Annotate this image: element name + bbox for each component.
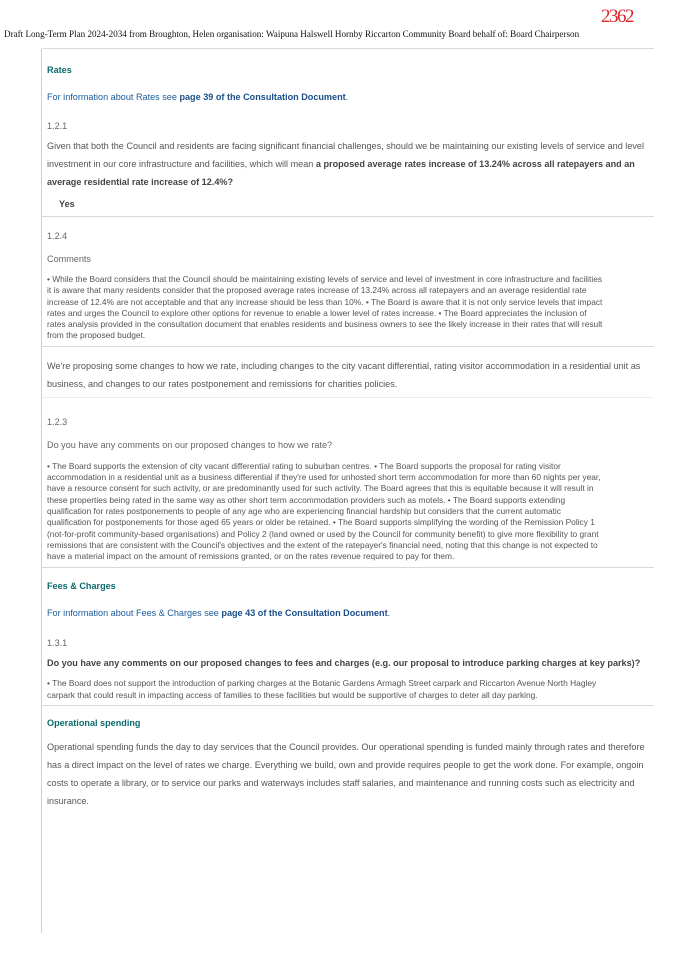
consultation-link-fees[interactable]: page 43 of the Consultation Document (221, 608, 388, 619)
question-1-3-1: Do you have any comments on our proposed changes to fees and charges (e.g. our proposal to introduce parking charges at key parks)? (47, 658, 641, 669)
page-number: 2362 (601, 6, 633, 27)
section-title-rates: Rates (47, 65, 72, 75)
comment-1-3-1: • The Board does not support the introduction of parking charges at the Botanic Gardens Armagh Street carpark and Riccarton Avenue North Hagley carpark that could result in impacting access of families to these facilities but would be supportive of charges to deter all day parking. (47, 678, 597, 700)
question-1-2-3-section (42, 417, 654, 563)
rates-section (42, 65, 654, 209)
section-title-fees: Fees & Charges (47, 581, 116, 592)
operational-text: Operational spending funds the day to day services that the Council provides. Our operational spending is funded mainly through rates and therefore has a direct impact on the level of rates we charge. Everything we build, own and provide requires people to get the work done. For example, ongoin costs to operate a library, or to service our parks and waterways includes staff salaries, and maintenance and running costs such as electricity and insurance. (47, 742, 645, 807)
question-1-2-3: Do you have any comments on our proposed changes to how we rate? (47, 439, 333, 450)
question-number-1-2-1: 1.2.1 (47, 121, 68, 131)
comment-1-2-3: • The Board supports the extension of city vacant differential rating to suburban centres. • The Board supports the proposal for rating visitor accommodation in a residential unit as a business differential if they're used for unhosted short term accommodation for more than 60 nights per year, have a resource consent for such activity, or are predominantly used for such activity. The Board agrees that this is equitable because it will result in these properties being rated in the same way as other short term accommodation providers such as motels. • The Board supports extending qualification for rates postponements to people of any age who are experiencing financial hardship but considers that the current automatic qualification for postponements for those aged 65 years or older be retained. • The Board supports simplifying the wording of the Remission Policy 1 (not-for-profit community-based organisations) and Policy 2 (land owned or used by the Council for community benefit) to give more flexibility to grant remissions that are consistent with the Council's objectives and the extent of the ratepayer's financial need, noting that this change is not expected to have a material impact on the amount of remissions granted, or on the rates revenue required to pay for them. (47, 460, 601, 562)
question-number-1-3-1: 1.3.1 (47, 638, 68, 649)
section-title-operational: Operational spending (47, 718, 141, 729)
answer-1-2-1: Yes (59, 199, 75, 209)
comments-label: Comments (47, 254, 91, 264)
fees-info-line: For information about Fees & Charges see page 43 of the Consultation Document. (47, 608, 391, 619)
comment-1-2-4: • While the Board considers that the Council should be maintaining existing levels of service and level of investment in core infrastructure and facilities it is aware that many residents consider that the proposed average rates increase of 13.24% across all ratepayers and an average residential rate increase of 12.4% are not acceptable and that any increase should be less than 10%. • The Board is aware that it is not only service levels that impact rates and urges the Council to explore other options for revenue to enable a lower level of rates increase. • The Board appreciates the inclusion of rates analysis provided in the consultation document that enables residents and business owners to see the likely increase in their rates that will result from the proposed budget. (47, 274, 603, 341)
document-header: Draft Long-Term Plan 2024-2034 from Broughton, Helen organisation: Waipuna Halswell Hornby Riccarton Community Board behalf of: Board Chairperson (4, 29, 580, 39)
submission-content (41, 49, 654, 933)
fees-section (42, 581, 654, 701)
question-number-1-2-3: 1.2.3 (47, 416, 68, 427)
question-number-1-2-4: 1.2.4 (47, 231, 68, 241)
comments-section (42, 231, 654, 342)
question-1-2-1: Given that both the Council and residents are facing significant financial challenges, should we be maintaining our existing levels of service and level investment in our core infrastructure and facilities, which will mean a proposed average rates increase of 13.24% across all ratepayers and an average residential rate increase of 12.4%? (47, 141, 644, 187)
consultation-link-rates[interactable]: page 39 of the Consultation Document (179, 92, 346, 102)
operational-section (42, 718, 654, 810)
rates-info-line: For information about Rates see page 39 of the Consultation Document. (47, 92, 349, 102)
rating-changes-text: We're proposing some changes to how we rate, including changes to the city vacant differential, rating visitor accommodation in a residential unit as business, and changes to our rates postponement and remissions for charities policies. (47, 360, 641, 389)
rating-changes-intro (42, 357, 654, 393)
